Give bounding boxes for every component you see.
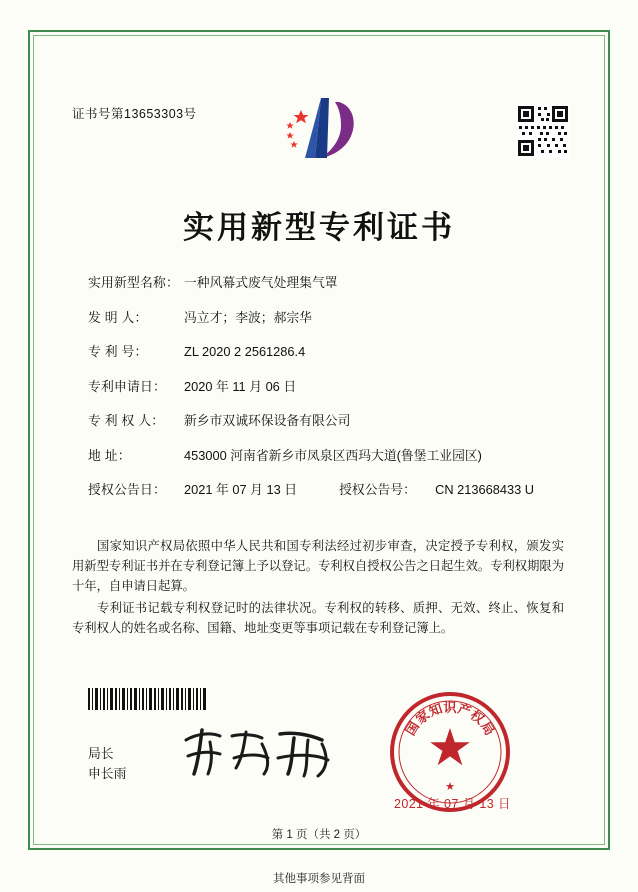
field-value-patentee: 新乡市双诚环保设备有限公司 bbox=[184, 413, 351, 428]
svg-text:识: 识 bbox=[443, 701, 457, 716]
field-label-grant-number: 授权公告号： bbox=[339, 482, 416, 497]
svg-text:★: ★ bbox=[445, 780, 455, 793]
field-row-address bbox=[88, 445, 558, 464]
director-name-label: 申长雨 bbox=[88, 766, 127, 781]
field-value-grant-number: CN 213668433 U bbox=[435, 482, 534, 497]
cnipa-logo-icon bbox=[281, 96, 359, 162]
field-label-application-date: 专利申请日： bbox=[88, 378, 166, 394]
page-title: 实用新型专利证书 bbox=[183, 210, 455, 246]
field-label-inventors: 发 明 人： bbox=[88, 309, 148, 325]
corner-ornament-top-left bbox=[28, 30, 54, 56]
field-label-address: 地 址： bbox=[88, 447, 131, 463]
seal-date: 2021 年 07 月 13 日 bbox=[394, 797, 511, 811]
field-label-grant-date: 授权公告日： bbox=[88, 482, 166, 497]
field-value-invention-name: 一种风幕式废气处理集气罩 bbox=[184, 275, 338, 290]
field-value-address: 453000 河南省新乡市凤泉区西玛大道(鲁堡工业园区) bbox=[184, 447, 482, 463]
field-value-inventors: 冯立才；李波；郝宗华 bbox=[184, 309, 312, 325]
legal-paragraphs bbox=[72, 536, 564, 640]
signature-labels bbox=[88, 744, 126, 784]
svg-text:权: 权 bbox=[467, 707, 487, 728]
field-list bbox=[88, 272, 558, 514]
field-row-inventors bbox=[88, 307, 558, 326]
svg-text:国: 国 bbox=[403, 719, 423, 739]
field-label-invention-name: 实用新型名称： bbox=[88, 275, 179, 290]
svg-text:知: 知 bbox=[427, 701, 445, 721]
corner-ornament-top-right bbox=[584, 30, 610, 56]
certificate-number: 证书号第13653303号 bbox=[72, 107, 197, 121]
barcode-icon bbox=[88, 688, 206, 710]
field-row-name bbox=[88, 272, 558, 291]
back-side-note: 其他事项参见背面 bbox=[273, 873, 365, 885]
field-label-patent-number: 专 利 号： bbox=[88, 344, 148, 359]
svg-text:家: 家 bbox=[413, 707, 433, 728]
svg-text:产: 产 bbox=[455, 701, 473, 721]
qr-code-icon bbox=[516, 104, 570, 158]
field-label-patentee: 专 利 权 人： bbox=[88, 413, 165, 428]
field-row-grant bbox=[88, 479, 558, 498]
paragraph-registry-statement: 专利证书记载专利权登记时的法律状况。专利权的转移、质押、无效、终止、恢复和专利权人的姓名或名称、国籍、地址变更等事项记载在专利登记簿上。 bbox=[72, 601, 564, 635]
field-value-patent-number: ZL 2020 2 2561286.4 bbox=[184, 344, 306, 359]
handwritten-signature-icon bbox=[176, 722, 344, 784]
svg-text:局: 局 bbox=[477, 719, 497, 739]
field-row-application-date bbox=[88, 376, 558, 395]
field-row-patent-number bbox=[88, 341, 558, 360]
field-value-grant-date: 2021 年 07 月 13 日 bbox=[184, 482, 298, 497]
paragraph-grant-statement: 国家知识产权局依照中华人民共和国专利法经过初步审查，决定授予专利权，颁发实用新型专利证书并在专利登记簿上予以登记。专利权自授权公告之日起生效。专利权期限为十年，自申请日起算。 bbox=[72, 539, 564, 593]
director-title-label: 局长 bbox=[88, 746, 114, 761]
page-number: 第 1 页（共 2 页） bbox=[271, 829, 367, 841]
field-value-application-date: 2020 年 11 月 06 日 bbox=[184, 378, 297, 394]
field-row-patentee bbox=[88, 410, 558, 429]
